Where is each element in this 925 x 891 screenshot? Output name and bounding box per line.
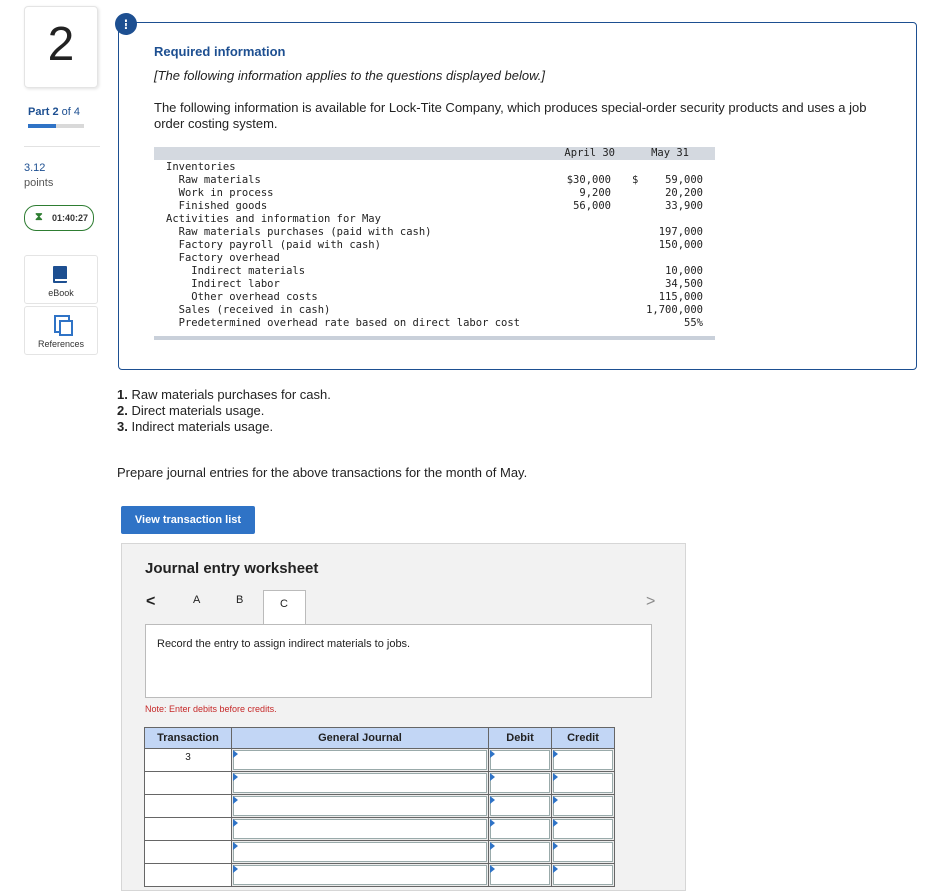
may-value: 197,000 <box>658 226 703 238</box>
credit-input[interactable] <box>552 795 615 818</box>
general-journal-dropdown[interactable] <box>232 749 489 772</box>
dropdown-arrow-icon <box>233 819 238 827</box>
company-data-table <box>154 147 715 343</box>
prepare-instruction: Prepare journal entries for the above transactions for the month of May. <box>117 465 528 480</box>
dollar-sign: $ <box>632 174 639 186</box>
may-value: 1,700,000 <box>646 304 703 316</box>
row-label: Other overhead costs <box>166 291 318 303</box>
may-value: 150,000 <box>658 239 703 251</box>
references-icon <box>54 315 70 333</box>
part-label-total: of 4 <box>58 106 80 118</box>
row-label: Raw materials purchases (paid with cash) <box>166 226 432 238</box>
credit-input[interactable] <box>552 864 615 887</box>
transaction-cell <box>145 772 232 795</box>
col-transaction: Transaction <box>145 728 232 749</box>
may-value: 10,000 <box>665 265 703 277</box>
data-table-row <box>154 226 715 239</box>
table-row <box>145 864 615 887</box>
debit-input[interactable] <box>489 749 552 772</box>
may-value: 55% <box>684 317 703 329</box>
transaction-cell: 3 <box>145 749 232 772</box>
step-item: 1. Raw materials purchases for cash. <box>117 387 331 402</box>
worksheet-tab-c[interactable]: C <box>280 598 288 610</box>
input-marker-icon <box>553 796 558 804</box>
required-info-description: The following information is available for Lock-Tite Company, which produces special-order security products and uses a job order costing system. <box>154 100 867 131</box>
input-marker-icon <box>553 750 558 758</box>
credit-input[interactable] <box>552 818 615 841</box>
general-journal-dropdown[interactable] <box>232 864 489 887</box>
references-label: References <box>37 339 85 349</box>
data-table-header <box>154 147 715 160</box>
worksheet-tab-b[interactable]: B <box>236 594 244 606</box>
dropdown-arrow-icon <box>233 842 238 850</box>
input-marker-icon <box>553 842 558 850</box>
data-table-row <box>154 291 715 304</box>
data-table-row <box>154 213 715 226</box>
required-info-title: Required information <box>154 44 286 59</box>
timer <box>24 205 94 231</box>
row-label: Sales (received in cash) <box>166 304 331 316</box>
row-label: Activities and information for May <box>166 213 381 225</box>
row-label: Finished goods <box>166 200 268 212</box>
hourglass-icon: ⧗ <box>35 211 43 223</box>
question-number-box <box>24 6 98 88</box>
part-label-current: Part 2 <box>28 106 59 118</box>
general-journal-dropdown[interactable] <box>232 795 489 818</box>
input-marker-icon <box>490 750 495 758</box>
row-label: Factory overhead <box>166 252 280 264</box>
data-table-row <box>154 200 715 213</box>
credit-input[interactable] <box>552 772 615 795</box>
ebook-button[interactable] <box>24 255 98 304</box>
col-april-header: April 30 <box>564 147 615 159</box>
timer-text: 01:40:27 <box>52 213 89 223</box>
may-value: 33,900 <box>665 200 703 212</box>
transaction-cell <box>145 818 232 841</box>
debit-input[interactable] <box>489 841 552 864</box>
input-marker-icon <box>490 842 495 850</box>
debit-input[interactable] <box>489 818 552 841</box>
row-label: Factory payroll (paid with cash) <box>166 239 381 251</box>
input-marker-icon <box>490 865 495 873</box>
credit-input[interactable] <box>552 841 615 864</box>
table-row <box>145 772 615 795</box>
part-progress-fill <box>28 124 56 128</box>
next-entry-chevron-icon[interactable]: > <box>646 593 656 610</box>
steps-list <box>117 387 331 435</box>
table-row <box>145 841 615 864</box>
required-info-subtitle: [The following information applies to the questions displayed below.] <box>154 68 545 83</box>
data-table-row <box>154 278 715 291</box>
data-table-row <box>154 161 715 174</box>
input-marker-icon <box>490 819 495 827</box>
dropdown-arrow-icon <box>233 750 238 758</box>
points-label: points <box>24 177 54 189</box>
may-value: 20,200 <box>665 187 703 199</box>
credit-input[interactable] <box>552 749 615 772</box>
april-value: 56,000 <box>573 200 611 212</box>
table-row <box>145 795 615 818</box>
table-row <box>145 749 615 772</box>
data-table-row <box>154 304 715 317</box>
prev-entry-chevron-icon[interactable]: < <box>146 593 156 610</box>
data-table-row <box>154 317 715 330</box>
data-table-footer <box>154 336 715 340</box>
april-value: $30,000 <box>566 174 611 186</box>
step-item: 2. Direct materials usage. <box>117 403 265 418</box>
question-number: 2 <box>47 18 75 71</box>
data-table-row <box>154 239 715 252</box>
row-label: Raw materials <box>166 174 261 186</box>
april-value: 9,200 <box>579 187 611 199</box>
may-value: 59,000 <box>665 174 703 186</box>
part-progress-bar <box>28 124 84 128</box>
transaction-cell <box>145 864 232 887</box>
data-table-row <box>154 252 715 265</box>
may-value: 115,000 <box>658 291 703 303</box>
general-journal-dropdown[interactable] <box>232 841 489 864</box>
sidebar-divider <box>24 146 100 147</box>
debit-input[interactable] <box>489 795 552 818</box>
dropdown-arrow-icon <box>233 796 238 804</box>
input-marker-icon <box>490 796 495 804</box>
general-journal-dropdown[interactable] <box>232 818 489 841</box>
ebook-label: eBook <box>48 288 74 298</box>
row-label: Inventories <box>166 161 236 173</box>
alert-icon: ! <box>115 13 137 35</box>
view-transaction-list-button[interactable]: View transaction list <box>121 506 255 534</box>
row-label: Work in process <box>166 187 274 199</box>
transaction-cell <box>145 795 232 818</box>
transaction-cell <box>145 841 232 864</box>
dropdown-arrow-icon <box>233 773 238 781</box>
input-marker-icon <box>553 819 558 827</box>
general-journal-dropdown[interactable] <box>232 772 489 795</box>
worksheet-tab-a[interactable]: A <box>193 594 201 606</box>
part-indicator <box>28 106 80 118</box>
worksheet-title: Journal entry worksheet <box>145 560 319 577</box>
debit-input[interactable] <box>489 864 552 887</box>
data-table-row <box>154 265 715 278</box>
col-debit: Debit <box>489 728 552 749</box>
book-icon <box>53 266 67 283</box>
step-item: 3. Indirect materials usage. <box>117 419 274 434</box>
data-table-row <box>154 174 715 187</box>
entry-instruction: Record the entry to assign indirect materials to jobs. <box>157 638 411 650</box>
col-general-journal: General Journal <box>232 728 489 749</box>
points-value: 3.12 <box>24 162 46 174</box>
row-label: Predetermined overhead rate based on direct labor cost <box>166 317 521 329</box>
entry-instruction-box <box>145 624 652 698</box>
col-credit: Credit <box>552 728 615 749</box>
journal-table <box>144 727 615 887</box>
dropdown-arrow-icon <box>233 865 238 873</box>
input-marker-icon <box>490 773 495 781</box>
may-value: 34,500 <box>665 278 703 290</box>
debit-input[interactable] <box>489 772 552 795</box>
input-marker-icon <box>553 773 558 781</box>
row-label: Indirect labor <box>166 278 280 290</box>
entry-note: Note: Enter debits before credits. <box>145 704 277 714</box>
input-marker-icon <box>553 865 558 873</box>
references-button[interactable] <box>24 306 98 355</box>
row-label: Indirect materials <box>166 265 306 277</box>
data-table-row <box>154 187 715 200</box>
table-row <box>145 818 615 841</box>
col-may-header: May 31 <box>651 147 689 159</box>
